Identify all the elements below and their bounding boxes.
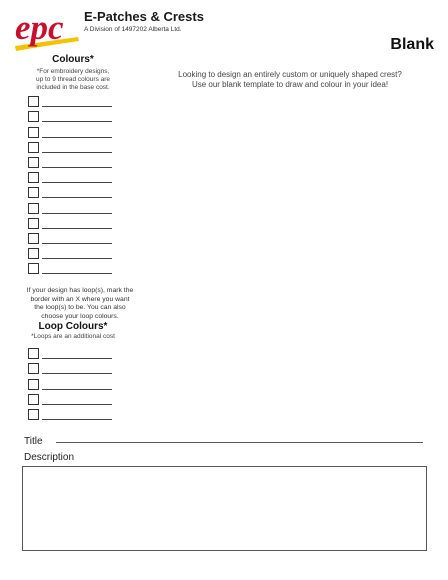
loop-colours-note: *Loops are an additional cost [31,333,115,340]
loop-colour-row [28,391,112,406]
loop-colour-checkbox[interactable] [28,394,39,405]
colour-row [28,108,112,123]
colour-colour-line[interactable] [42,137,112,138]
colour-checkbox[interactable] [28,233,39,244]
epc-logo [12,6,82,54]
loop-instruction-line-3: the loop(s) to be. You can also [34,304,126,312]
loop-colour-checkbox[interactable] [28,379,39,390]
colour-checkbox[interactable] [28,127,39,138]
colour-checkbox[interactable] [28,263,39,274]
loop-instruction-line-1: If your design has loop(s), mark the [26,287,134,294]
loop-colour-checkbox[interactable] [28,409,39,420]
colour-checkbox[interactable] [28,172,39,183]
loop-colour-colour-line[interactable] [42,404,112,405]
colour-row [28,93,112,108]
colour-colour-line[interactable] [42,258,112,259]
colour-colour-line[interactable] [42,121,112,122]
colour-colour-line[interactable] [42,106,112,107]
colour-colour-line[interactable] [42,228,112,229]
colour-colour-line[interactable] [42,213,112,214]
colour-checkbox[interactable] [28,142,39,153]
colours-note-line-1: *For embroidery designs, [36,68,110,75]
loop-colour-row [28,360,112,375]
colours-heading: Colours* [52,54,94,65]
loop-colour-colour-line[interactable] [42,358,112,359]
colour-row [28,169,112,184]
colour-colour-line[interactable] [42,182,112,183]
title-label: Title [24,436,43,447]
loop-colour-colour-line[interactable] [42,373,112,374]
intro-text [140,70,440,90]
colour-checkbox[interactable] [28,111,39,122]
loop-instruction-line-2: border with an X where you want [30,295,130,303]
colours-note [18,68,128,92]
loop-colour-checkbox[interactable] [28,348,39,359]
colour-row [28,199,112,214]
colour-checkbox[interactable] [28,218,39,229]
colour-colour-line[interactable] [42,152,112,153]
colour-checkbox[interactable] [28,157,39,168]
colour-row [28,230,112,245]
template-title: Blank [390,36,434,53]
loop-colour-row [28,375,112,390]
colour-checkbox[interactable] [28,187,39,198]
logo-text: epc [15,8,64,47]
colour-row [28,260,112,275]
loop-colour-row [28,345,112,360]
colour-checkbox[interactable] [28,96,39,107]
loop-colour-row [28,406,112,421]
colour-row [28,154,112,169]
brand-subtitle: A Division of 1497202 Alberta Ltd. [84,26,182,33]
loop-colours-checklist [28,345,112,421]
loop-colour-colour-line[interactable] [42,419,112,420]
title-input-line[interactable] [56,442,423,443]
loop-colours-heading: Loop Colours* [38,321,108,332]
colour-row [28,139,112,154]
loop-colour-checkbox[interactable] [28,363,39,374]
colour-colour-line[interactable] [42,243,112,244]
colour-colour-line[interactable] [42,197,112,198]
colour-checkbox[interactable] [28,248,39,259]
colour-row [28,215,112,230]
colour-row [28,245,112,260]
loop-instruction-line-4: choose your loop colours. [41,312,119,320]
description-label: Description [24,452,75,463]
loop-colour-colour-line[interactable] [42,389,112,390]
colours-note-line-2: up to 9 thread colours are [35,76,111,83]
brand-name: E-Patches & Crests [84,9,204,24]
colours-checklist [28,93,112,275]
description-box[interactable] [22,466,427,551]
colour-colour-line[interactable] [42,273,112,274]
colour-row [28,184,112,199]
colours-note-line-3: included in the base cost. [36,84,110,91]
colour-checkbox[interactable] [28,203,39,214]
loop-instructions [18,287,142,321]
colour-row [28,123,112,138]
colour-colour-line[interactable] [42,167,112,168]
intro-line-2: Use our blank template to draw and colour in your idea! [191,80,389,89]
intro-line-1: Looking to design an entirely custom or uniquely shaped crest? [178,70,402,79]
